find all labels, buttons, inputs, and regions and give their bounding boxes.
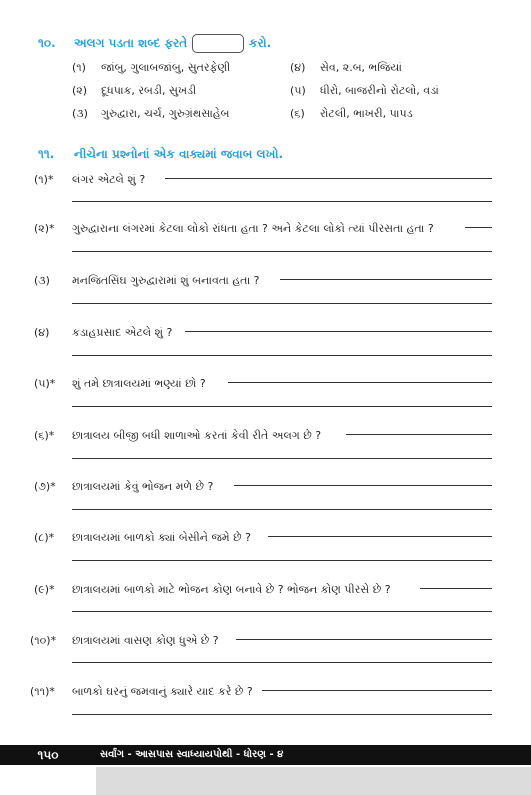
question-number: (૩) (34, 274, 50, 287)
question-text: છાત્રાલયમાં બાળકો માટે ભોજન કોણ બનાવે છે ? ભોજન કોણ પીરસે છે ? (72, 583, 391, 596)
answer-line[interactable] (72, 251, 492, 252)
footer-title: સર્વાંગ - આસપાસ સ્વાધ્યાયપોથી - ધોરણ - ૪ (100, 749, 284, 760)
question-text: શું તમે છાત્રાલયમાં ભણ્યાં છો ? (72, 377, 206, 390)
answer-line[interactable] (236, 639, 492, 640)
answer-line[interactable] (72, 662, 492, 663)
answer-line[interactable] (72, 355, 492, 356)
page-number: ૧૫૦ (0, 745, 96, 765)
option-number: (૨) (72, 84, 88, 97)
question-number: (૬)* (34, 429, 55, 442)
question-number: (૭)* (34, 480, 56, 493)
question-number: (૪) (34, 326, 50, 339)
circle-blank-box (192, 34, 244, 53)
answer-line[interactable] (72, 458, 492, 459)
question-number: (૮)* (34, 531, 55, 544)
option-text: ગુરુદ્વારા, ચર્ચ, ગુરુગ્રંથસાહેબ (101, 107, 230, 120)
question-number: (૫)* (34, 377, 56, 390)
answer-line[interactable] (72, 303, 492, 304)
q10-title-after: કરો. (249, 36, 272, 50)
option-number: (૧) (72, 61, 86, 74)
question-text: મનજિતસિંઘ ગુરુદ્વારામાં શું બનાવતા હતા ? (72, 274, 260, 287)
answer-line[interactable] (72, 509, 492, 510)
answer-line[interactable] (72, 406, 492, 407)
question-text: છાત્રાલય બીજી બધી શાળાઓ કરતાં કેવી રીતે અલગ છે ? (72, 429, 322, 442)
answer-line[interactable] (185, 331, 492, 332)
question-text: છાત્રાલયમાં કેવું ભોજન મળે છે ? (72, 480, 214, 493)
option-text: ધીરો, બાજરીનો રોટલો, વડાં (320, 84, 439, 97)
answer-line[interactable] (72, 201, 492, 202)
question-number: (૯)* (34, 583, 55, 596)
answer-line[interactable] (346, 434, 492, 435)
answer-line[interactable] (228, 382, 492, 383)
answer-line[interactable] (165, 178, 492, 179)
q10-title-before: અલગ પડતા શબ્દ ફરતે (74, 36, 188, 50)
question-text: લંગર એટલે શું ? (72, 173, 146, 186)
question-number: (૧૧)* (30, 685, 55, 698)
answer-line[interactable] (420, 588, 492, 589)
answer-line[interactable] (72, 611, 492, 612)
option-text: સેવ, ૨.બ, ભજિયાં (320, 61, 402, 74)
answer-line[interactable] (280, 279, 492, 280)
option-text: જાંબુ, ગુલાબજાંબુ, સુતરફેણી (101, 61, 231, 74)
question-number: (૧)* (34, 173, 54, 186)
question-text: બાળકો ઘરનું જમવાનું ક્યારે યાદ કરે છે ? (72, 685, 253, 698)
q11-number: ૧૧. (38, 147, 55, 161)
answer-line[interactable] (234, 485, 492, 486)
option-text: રોટલી, ભાખરી, પાપડ (320, 107, 413, 120)
answer-line[interactable] (465, 227, 492, 228)
footer-gray-strip (96, 767, 531, 795)
option-number: (૬) (290, 107, 305, 120)
answer-line[interactable] (72, 714, 492, 715)
answer-line[interactable] (262, 690, 492, 691)
question-text: છાત્રાલયમાં વાસણ કોણ ધુએ છે ? (72, 634, 219, 647)
option-number: (૩) (72, 107, 88, 120)
answer-line[interactable] (268, 536, 492, 537)
q11-title: નીચેના પ્રશ્નોનાં એક વાક્યમાં જવાબ લખો. (74, 147, 284, 161)
q10-number: ૧૦. (38, 36, 56, 50)
question-text: કડાહપ્રસાદ એટલે શું ? (72, 326, 173, 339)
option-number: (૪) (290, 61, 306, 74)
question-text: છાત્રાલયમાં બાળકો ક્યાં બેસીને જમે છે ? (72, 531, 251, 544)
answer-line[interactable] (72, 560, 492, 561)
option-number: (૫) (290, 84, 306, 97)
question-text: ગુરુદ્વારાના લંગરમાં કેટલા લોકો રાંધતા હતા ? અને કેટલા લોકો ત્યાં પીરસતા હતા ? (72, 222, 434, 235)
option-text: દૂધપાક, રબડી, સુખડી (101, 84, 197, 97)
question-number: (૧૦)* (30, 634, 57, 647)
question-number: (૨)* (34, 222, 55, 235)
